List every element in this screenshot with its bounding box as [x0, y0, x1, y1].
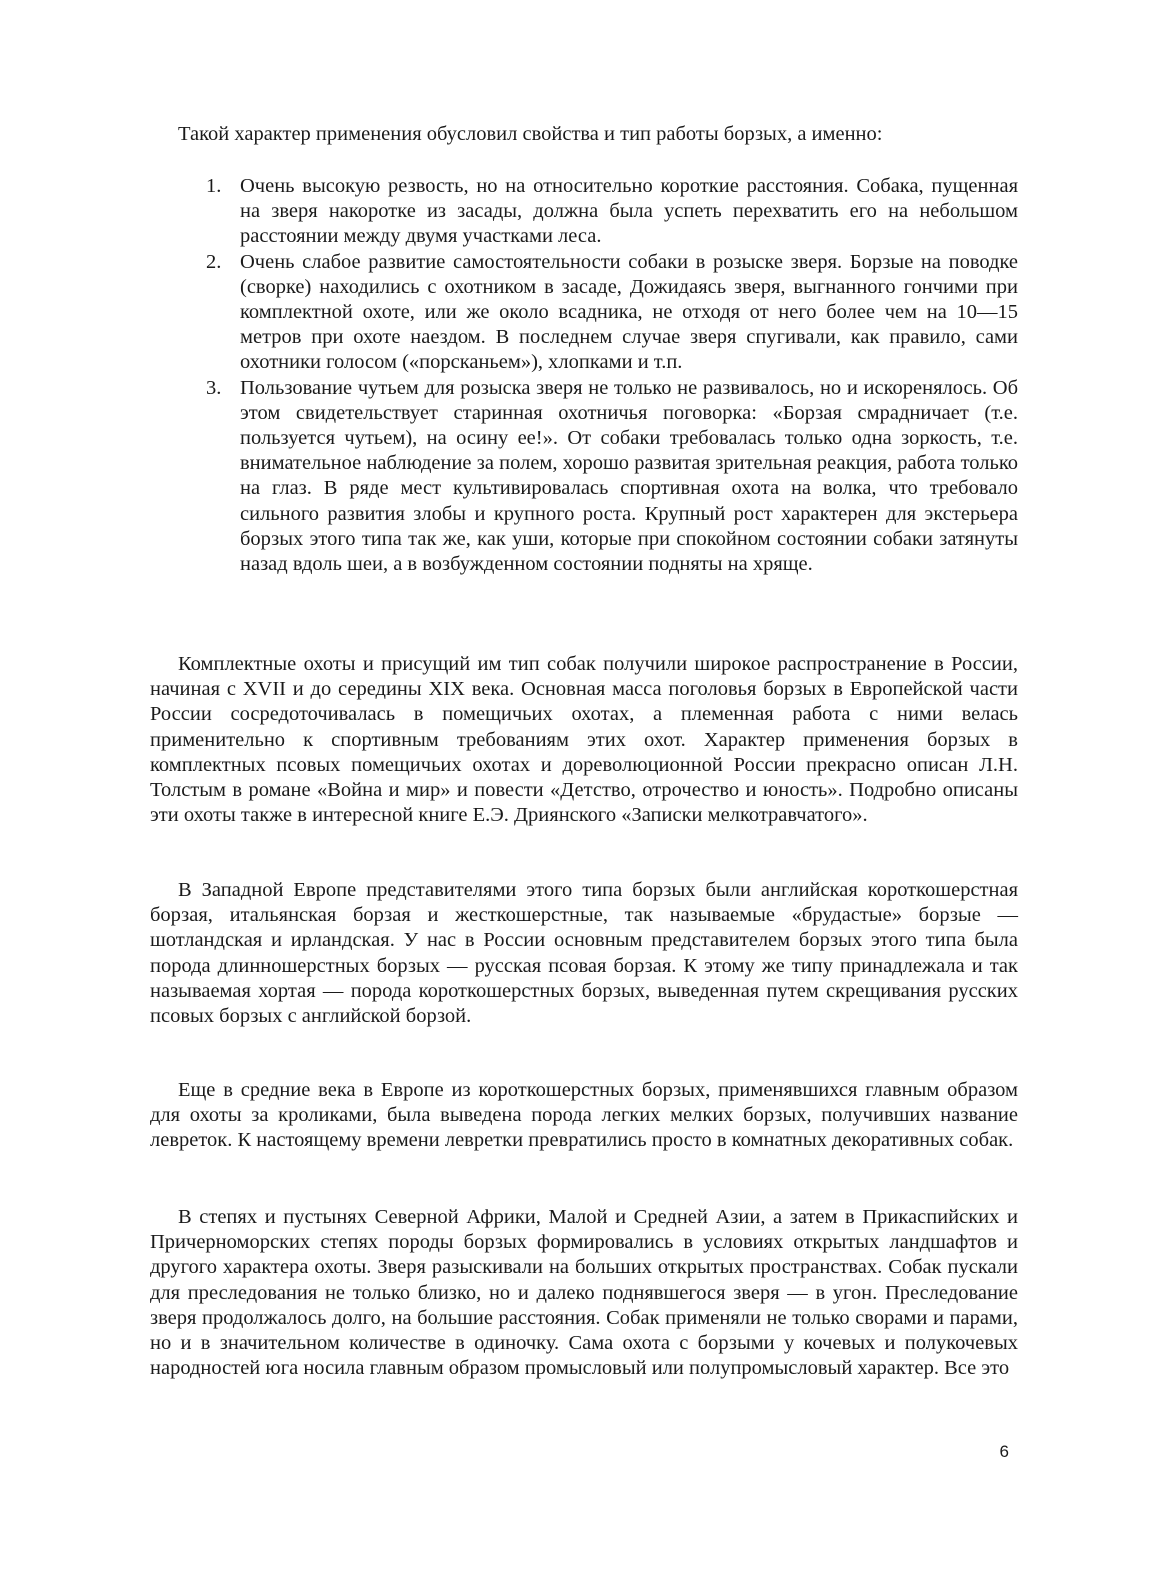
list-item-text: Очень высокую резвость, но на относительно короткие расстояния. Собака, пущенная на зверя накоротке из засады, должна была успеть перехватить его на небольшом расстоянии между двумя участками леса. [240, 175, 1018, 248]
list-item-number: 2. [206, 250, 222, 273]
list-item-number: 3. [206, 376, 222, 399]
intro-sentence: Такой характер применения обусловил свойства и тип работы борзых, а именно: [178, 123, 883, 145]
numbered-list [206, 174, 1018, 577]
page-number: 6 [999, 1442, 1009, 1461]
list-item [206, 376, 1018, 578]
list-item [206, 174, 1018, 250]
paragraph-complete-hunts: Комплектные охоты и присущий им тип собак получили широкое распространение в России, начиная с XVII и до середины XIX века. Основная масса поголовья борзых в Европейской части России сосредоточивалась в помещичьих охотах, а племенная работа с ними велась применительно к спортивным требованиям этих охот. Характер применения борзых в комплектных псовых помещичьих охотах и дореволюционной России прекрасно описан Л.Н. Толстым в романе «Война и мир» и повести «Детство, отрочество и юность». Подробно описаны эти охоты также в интересной книге Е.Э. Дриянского «Записки мелкотравчатого». [150, 653, 1018, 827]
list-item-text: Очень слабое развитие самостоятельности собаки в розыске зверя. Борзые на поводке (сворке) находились с охотником в засаде, Дожидаясь зверя, выгнанного гончими при комплектной охоте, или же около всадника, не отходя от него более чем на 10—15 метров при охоте наездом. В последнем случае зверя спугивали, как правило, сами охотники голосом («порсканьем»), хлопками и т.п. [240, 250, 1018, 374]
list-item-number: 1. [206, 175, 222, 197]
list-item-text: Пользование чутьем для розыска зверя не только не развивалось, но и искоренялось. Об этом свидетельствует старинная охотничья поговорка: «Борзая смрадничает (т.е. пользуется чутьем), на осину ее!». От собаки требовалась только одна зоркость, т.е. внимательное наблюдение за полем, хорошо развитая зрительная реакция, работа только на глаз. В ряде мест культивировалась спортивная охота на волка, что требовало сильного развития злобы и крупного роста. Крупный рост характерен для экстерьера борзых этого типа так же, как уши, которые при спокойном состоянии собаки затянуты назад вдоль шеи, а в возбужденном состоянии подняты на хряще. [240, 376, 1018, 576]
paragraph-steppes: В степях и пустынях Северной Африки, Малой и Средней Азии, а затем в Прикаспийских и Причерноморских степях породы борзых формировались в условиях открытых ландшафтов и другого характера охоты. Зверя разыскивали на больших открытых пространствах. Собак пускали для преследования не только близко, но и далеко поднявшегося зверя — в угон. Преследование зверя продолжалось долго, на большие расстояния. Собак применяли не только сворами и парами, но и в значительном количестве в одиночку. Сама охота с борзыми у кочевых и полукочевых народностей юга носила главным образом промысловый или полупромысловый характер. Все это [150, 1206, 1018, 1380]
list-item [206, 250, 1018, 376]
paragraph-middle-ages: Еще в средние века в Европе из короткошерстных борзых, применявшихся главным образом для охоты за кроликами, была выведена порода легких мелких борзых, получивших название левреток. К настоящему времени левретки превратились просто в комнатных декоративных собак. [150, 1079, 1018, 1152]
paragraph-western-europe: В Западной Европе представителями этого типа борзых были английская короткошерстная борзая, итальянская борзая и жесткошерстные, так называемые «брудастые» борзые — шотландская и ирландская. У нас в России основным представителем борзых этого типа была порода длинношерстных борзых — русская псовая борзая. К этому же типу принадлежала и так называемая хортая — порода короткошерстных борзых, выведенная путем скрещивания русских псовых борзых с английской борзой. [150, 879, 1018, 1028]
